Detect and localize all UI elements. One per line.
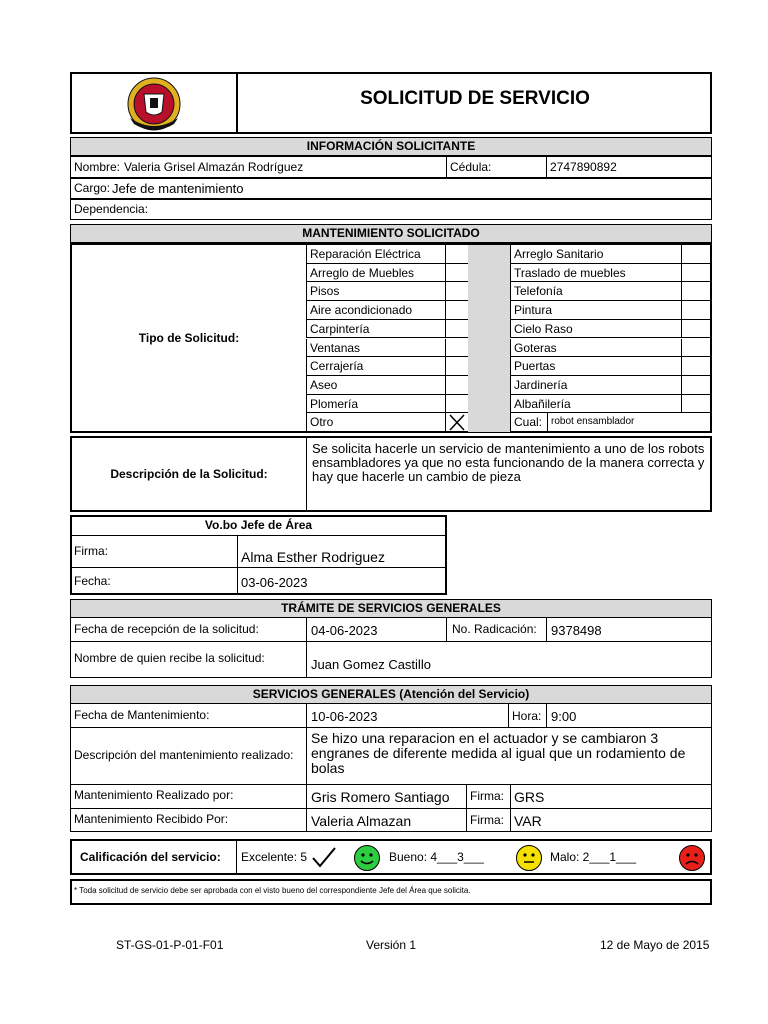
- tipo-checkbox[interactable]: [681, 376, 711, 395]
- tipo-checkbox[interactable]: [681, 264, 711, 283]
- tipo-option-label: Aseo: [310, 377, 338, 392]
- vobo-firma-label: Firma:: [74, 544, 108, 558]
- tipo-row-left: [306, 245, 468, 264]
- tipo-checkbox[interactable]: [445, 376, 469, 395]
- tipo-row-right: [510, 282, 710, 301]
- tipo-row-left: [306, 413, 468, 432]
- tipo-checkbox[interactable]: [445, 264, 469, 283]
- tipo-checkbox[interactable]: [681, 339, 711, 358]
- tipo-option-label: Reparación Eléctrica: [310, 247, 421, 261]
- neutral-face-icon: [515, 844, 543, 872]
- fecha-mant-value: 10-06-2023: [311, 709, 378, 724]
- vobo-firma-value: Alma Esther Rodriguez: [241, 549, 385, 565]
- tipo-row-right: [510, 376, 710, 395]
- radicacion-line-2: [546, 618, 547, 641]
- recibido-label: Mantenimiento Recibido Por:: [74, 812, 229, 826]
- tramite-row-line: [70, 641, 712, 642]
- tipo-row-right: [510, 339, 710, 358]
- tipo-option-label: Ventanas: [310, 340, 361, 355]
- tipo-row-right: [510, 413, 710, 432]
- checkmark-icon: [311, 846, 337, 868]
- tipo-grid: [306, 245, 710, 432]
- recepcion-value: 04-06-2023: [311, 623, 378, 638]
- firma-line: [466, 784, 467, 832]
- tipo-row-left: [306, 282, 468, 301]
- tipo-label: Tipo de Solicitud:: [138, 331, 240, 345]
- gray-column: [468, 245, 510, 432]
- cargo-label: Cargo:: [74, 181, 111, 195]
- tipo-option-label: Plomería: [310, 396, 359, 411]
- firma1-value: GRS: [514, 789, 545, 805]
- tipo-row-right: [510, 245, 710, 264]
- form-title: SOLICITUD DE SERVICIO: [360, 88, 590, 109]
- servicios-line-3: [70, 808, 712, 809]
- tipo-option-label: Traslado de muebles: [514, 265, 626, 280]
- realizado-value: Gris Romero Santiago: [311, 789, 450, 805]
- firma2-label: Firma:: [470, 813, 504, 827]
- tipo-option-label: Cual:: [514, 415, 543, 430]
- tipo-row-right: [510, 357, 710, 376]
- hora-line-2: [546, 704, 547, 727]
- servicios-col: [306, 704, 307, 832]
- vobo-divider: [237, 536, 238, 593]
- tipo-row-left: [306, 395, 468, 414]
- tipo-option-label: Cerrajería: [310, 359, 364, 374]
- tipo-checkbox[interactable]: [681, 301, 711, 320]
- tipo-checkbox[interactable]: [681, 245, 711, 264]
- hora-label: Hora:: [512, 709, 542, 723]
- firma2-value: VAR: [514, 813, 542, 829]
- nombre-label: Nombre:: [74, 160, 121, 174]
- servicios-line-1: [70, 727, 712, 728]
- vobo-fecha-value: 03-06-2023: [241, 575, 308, 590]
- cual-divider: [547, 413, 548, 432]
- calificacion-divider: [236, 841, 237, 873]
- radicacion-value: 9378498: [551, 623, 602, 638]
- tipo-option-label: Telefonía: [514, 284, 563, 299]
- vobo-header: Vo.bo Jefe de Área: [72, 517, 445, 536]
- tipo-option-label: Pisos: [310, 284, 340, 299]
- recibido-value: Valeria Almazan: [311, 813, 412, 829]
- vobo-fecha-label: Fecha:: [74, 574, 111, 588]
- tipo-checkbox[interactable]: [445, 357, 469, 376]
- descripcion-label: Descripción de la Solicitud:: [110, 467, 268, 481]
- tipo-checkbox[interactable]: [445, 282, 469, 301]
- happy-face-icon: [353, 844, 381, 872]
- recibe-value: Juan Gomez Castillo: [311, 657, 431, 672]
- tipo-row-right: [510, 301, 710, 320]
- tipo-row-left: [306, 264, 468, 283]
- tipo-row-right: [510, 264, 710, 283]
- tipo-option-label: Arreglo Sanitario: [514, 247, 604, 261]
- tramite-col-line: [306, 618, 307, 678]
- nombre-value: Valeria Grisel Almazán Rodríguez: [124, 160, 304, 174]
- tipo-row-right: [510, 395, 710, 414]
- footer-codigo: ST-GS-01-P-01-F01: [116, 938, 224, 952]
- descripcion-divider: [306, 436, 307, 512]
- tipo-option-label: Otro: [310, 415, 334, 430]
- tipo-checkbox[interactable]: [681, 282, 711, 301]
- tipo-checkbox[interactable]: [681, 320, 711, 339]
- radicacion-line: [446, 618, 447, 641]
- cedula-value: 2747890892: [550, 160, 617, 174]
- calificacion-label: Calificación del servicio:: [80, 850, 221, 864]
- firma1-label: Firma:: [470, 789, 504, 803]
- hora-value: 9:00: [551, 709, 577, 724]
- tipo-checkbox[interactable]: [445, 245, 469, 264]
- tramite-header: TRÁMITE DE SERVICIOS GENERALES: [70, 599, 712, 618]
- cargo-value: Jefe de mantenimiento: [112, 181, 244, 196]
- fecha-mant-label: Fecha de Mantenimiento:: [74, 708, 210, 722]
- servicios-line-2: [70, 784, 712, 785]
- tipo-option-label: Carpintería: [310, 321, 370, 336]
- tipo-row-left: [306, 320, 468, 339]
- excelente-label: Excelente: 5: [241, 850, 308, 864]
- tipo-checkbox[interactable]: [681, 395, 711, 414]
- tipo-option-label: Cielo Raso: [514, 321, 573, 336]
- firma-line-2: [510, 784, 511, 832]
- hora-line: [508, 704, 509, 727]
- cedula-label: Cédula:: [450, 160, 492, 174]
- radicacion-label: No. Radicación:: [452, 622, 537, 636]
- desc-mant-label: Descripción del mantenimiento realizado:: [74, 748, 294, 762]
- tipo-checkbox[interactable]: [445, 413, 469, 432]
- tipo-option-label: Goteras: [514, 340, 557, 355]
- dependencia-row: [70, 199, 712, 220]
- vobo-firma-line: [72, 567, 445, 568]
- bueno-label: Bueno: 4___3___: [389, 850, 484, 864]
- tipo-option-label: Puertas: [514, 359, 556, 374]
- cedula-divider-2: [546, 156, 547, 178]
- mantenimiento-header: MANTENIMIENTO SOLICITADO: [70, 224, 712, 243]
- sad-face-icon: [678, 844, 706, 872]
- tipo-option-label: Jardinería: [514, 377, 568, 392]
- cedula-divider: [446, 156, 447, 178]
- malo-label: Malo: 2___1___: [550, 850, 637, 864]
- descripcion-value: Se solicita hacerle un servicio de mantenimiento a uno de los robots ensambladores ya que no esta funcionando de la manera correcta y hay que hacerle un cambio de pieza: [312, 441, 705, 484]
- tipo-option-label: Pintura: [514, 303, 553, 318]
- recibe-label: Nombre de quien recibe la solicitud:: [74, 651, 265, 665]
- realizado-label: Mantenimiento Realizado por:: [74, 788, 234, 802]
- dependencia-label: Dependencia:: [74, 202, 149, 216]
- solicitante-header: INFORMACIÓN SOLICITANTE: [70, 137, 712, 156]
- nota-text: * Toda solicitud de servicio debe ser aprobada con el visto bueno del correspondiente Jefe del Área que solicita.: [74, 886, 471, 895]
- tipo-row-left: [306, 357, 468, 376]
- tipo-checkbox[interactable]: [445, 320, 469, 339]
- tipo-checkbox[interactable]: [445, 339, 469, 358]
- footer-fecha: 12 de Mayo de 2015: [600, 938, 710, 952]
- tipo-option-label: Albañilería: [514, 396, 571, 411]
- desc-mant-value: Se hizo una reparacion en el actuador y se cambiaron 3 engranes de diferente medida al igual que un rodamiento de bolas: [311, 730, 686, 776]
- tipo-option-label: Aire acondicionado: [310, 303, 413, 318]
- university-logo: [124, 76, 184, 132]
- tipo-row-left: [306, 339, 468, 358]
- footer-version: Versión 1: [366, 938, 417, 952]
- tipo-row-left: [306, 301, 468, 320]
- servicios-header: SERVICIOS GENERALES (Atención del Servicio): [70, 685, 712, 704]
- tipo-option-label: Arreglo de Muebles: [310, 265, 415, 280]
- tipo-checkbox[interactable]: [445, 301, 469, 320]
- tipo-checkbox[interactable]: [445, 395, 469, 414]
- tipo-row-left: [306, 376, 468, 395]
- recepcion-label: Fecha de recepción de la solicitud:: [74, 622, 259, 636]
- tipo-checkbox[interactable]: [681, 357, 711, 376]
- tipo-row-right: [510, 320, 710, 339]
- cual-value: robot ensamblador: [551, 416, 635, 428]
